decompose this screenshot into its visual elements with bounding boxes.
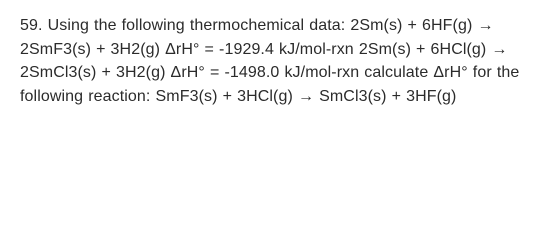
question-text: 59. Using the following thermochemical data: 2Sm(s) + 6HF(g) → 2SmF3(s) + 3H2(g) ΔrH° = -1929.4 kJ/mol-rxn 2Sm(s) + 6HCl(g) → 2SmCl3(s) + 3H2(g) ΔrH° = -1498.0 kJ/mol-rxn calculate ΔrH° for the following reaction: SmF3(s) + 3HCl(g) → SmCl3(s) + 3HF(g) bbox=[20, 17, 520, 105]
